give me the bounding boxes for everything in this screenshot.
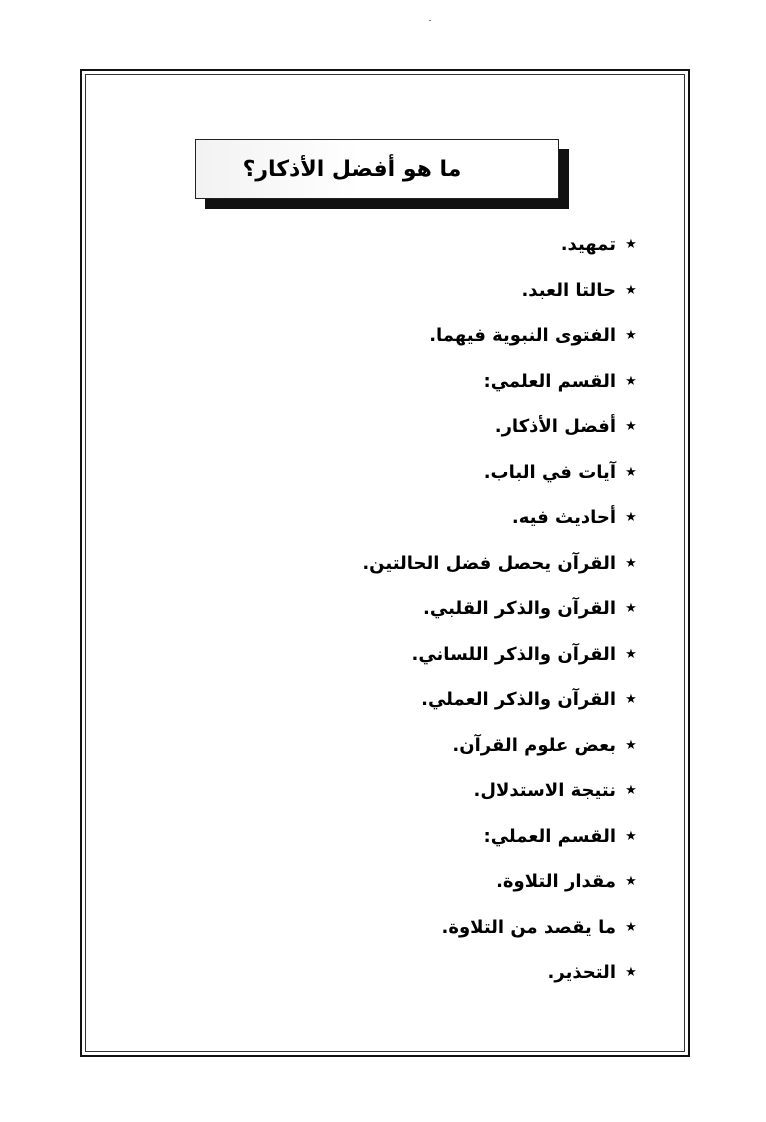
list-item <box>362 276 638 322</box>
list-item <box>362 731 638 777</box>
list-item <box>362 367 638 413</box>
list-item-label: القرآن والذكر القلبي. <box>423 598 616 619</box>
star-icon: ★ <box>625 510 637 525</box>
list-item <box>362 776 638 822</box>
star-icon: ★ <box>625 874 637 889</box>
list-item-label: أحاديث فيه. <box>511 507 616 528</box>
list-item <box>362 685 638 731</box>
list-item <box>362 503 638 549</box>
star-icon: ★ <box>625 828 637 844</box>
title-box-face <box>195 139 559 199</box>
list-item-label: مقدار التلاوة. <box>496 871 616 892</box>
page-title: ما هو أفضل الأذكار؟ <box>242 156 462 182</box>
list-item <box>362 867 638 913</box>
star-icon: ★ <box>625 237 637 252</box>
star-icon: ★ <box>625 783 637 798</box>
title-box <box>195 139 569 203</box>
list-item-label: تمهيد. <box>560 234 616 255</box>
scan-speck <box>429 20 431 21</box>
list-item-label: ما يقصد من التلاوة. <box>441 916 616 938</box>
star-icon: ★ <box>625 464 637 480</box>
list-item <box>362 230 638 276</box>
star-icon: ★ <box>625 282 637 298</box>
list-item-label: آيات في الباب. <box>483 461 616 483</box>
star-icon: ★ <box>625 646 637 662</box>
star-icon: ★ <box>625 328 637 343</box>
star-icon: ★ <box>625 601 637 616</box>
star-icon: ★ <box>625 965 637 980</box>
list-item-label: أفضل الأذكار. <box>494 416 616 437</box>
list-item-label: الفتوى النبوية فيهما. <box>429 325 616 346</box>
list-item-label: القرآن والذكر اللساني. <box>411 643 616 665</box>
list-item-label: القرآن والذكر العملي. <box>421 689 616 710</box>
contents-list <box>362 230 638 1004</box>
list-item <box>362 594 638 640</box>
list-item-label: نتيجة الاستدلال. <box>473 780 616 801</box>
list-item-label: القسم العلمي: <box>483 370 616 392</box>
list-item <box>362 913 638 959</box>
list-item <box>362 321 638 367</box>
list-item-label: القرآن يحصل فضل الحالتين. <box>362 552 616 574</box>
list-item-label: بعض علوم القرآن. <box>452 734 616 756</box>
list-item <box>362 640 638 686</box>
star-icon: ★ <box>625 419 637 434</box>
star-icon: ★ <box>625 373 637 389</box>
list-item <box>362 412 638 458</box>
star-icon: ★ <box>625 737 637 753</box>
list-item-label: التحذير. <box>547 962 616 983</box>
list-item <box>362 458 638 504</box>
list-item <box>362 958 638 1004</box>
list-item <box>362 549 638 595</box>
list-item <box>362 822 638 868</box>
list-item-label: القسم العملي: <box>483 825 616 847</box>
star-icon: ★ <box>625 555 637 571</box>
list-item-label: حالتا العبد. <box>521 279 616 301</box>
star-icon: ★ <box>625 919 637 935</box>
star-icon: ★ <box>625 692 637 707</box>
